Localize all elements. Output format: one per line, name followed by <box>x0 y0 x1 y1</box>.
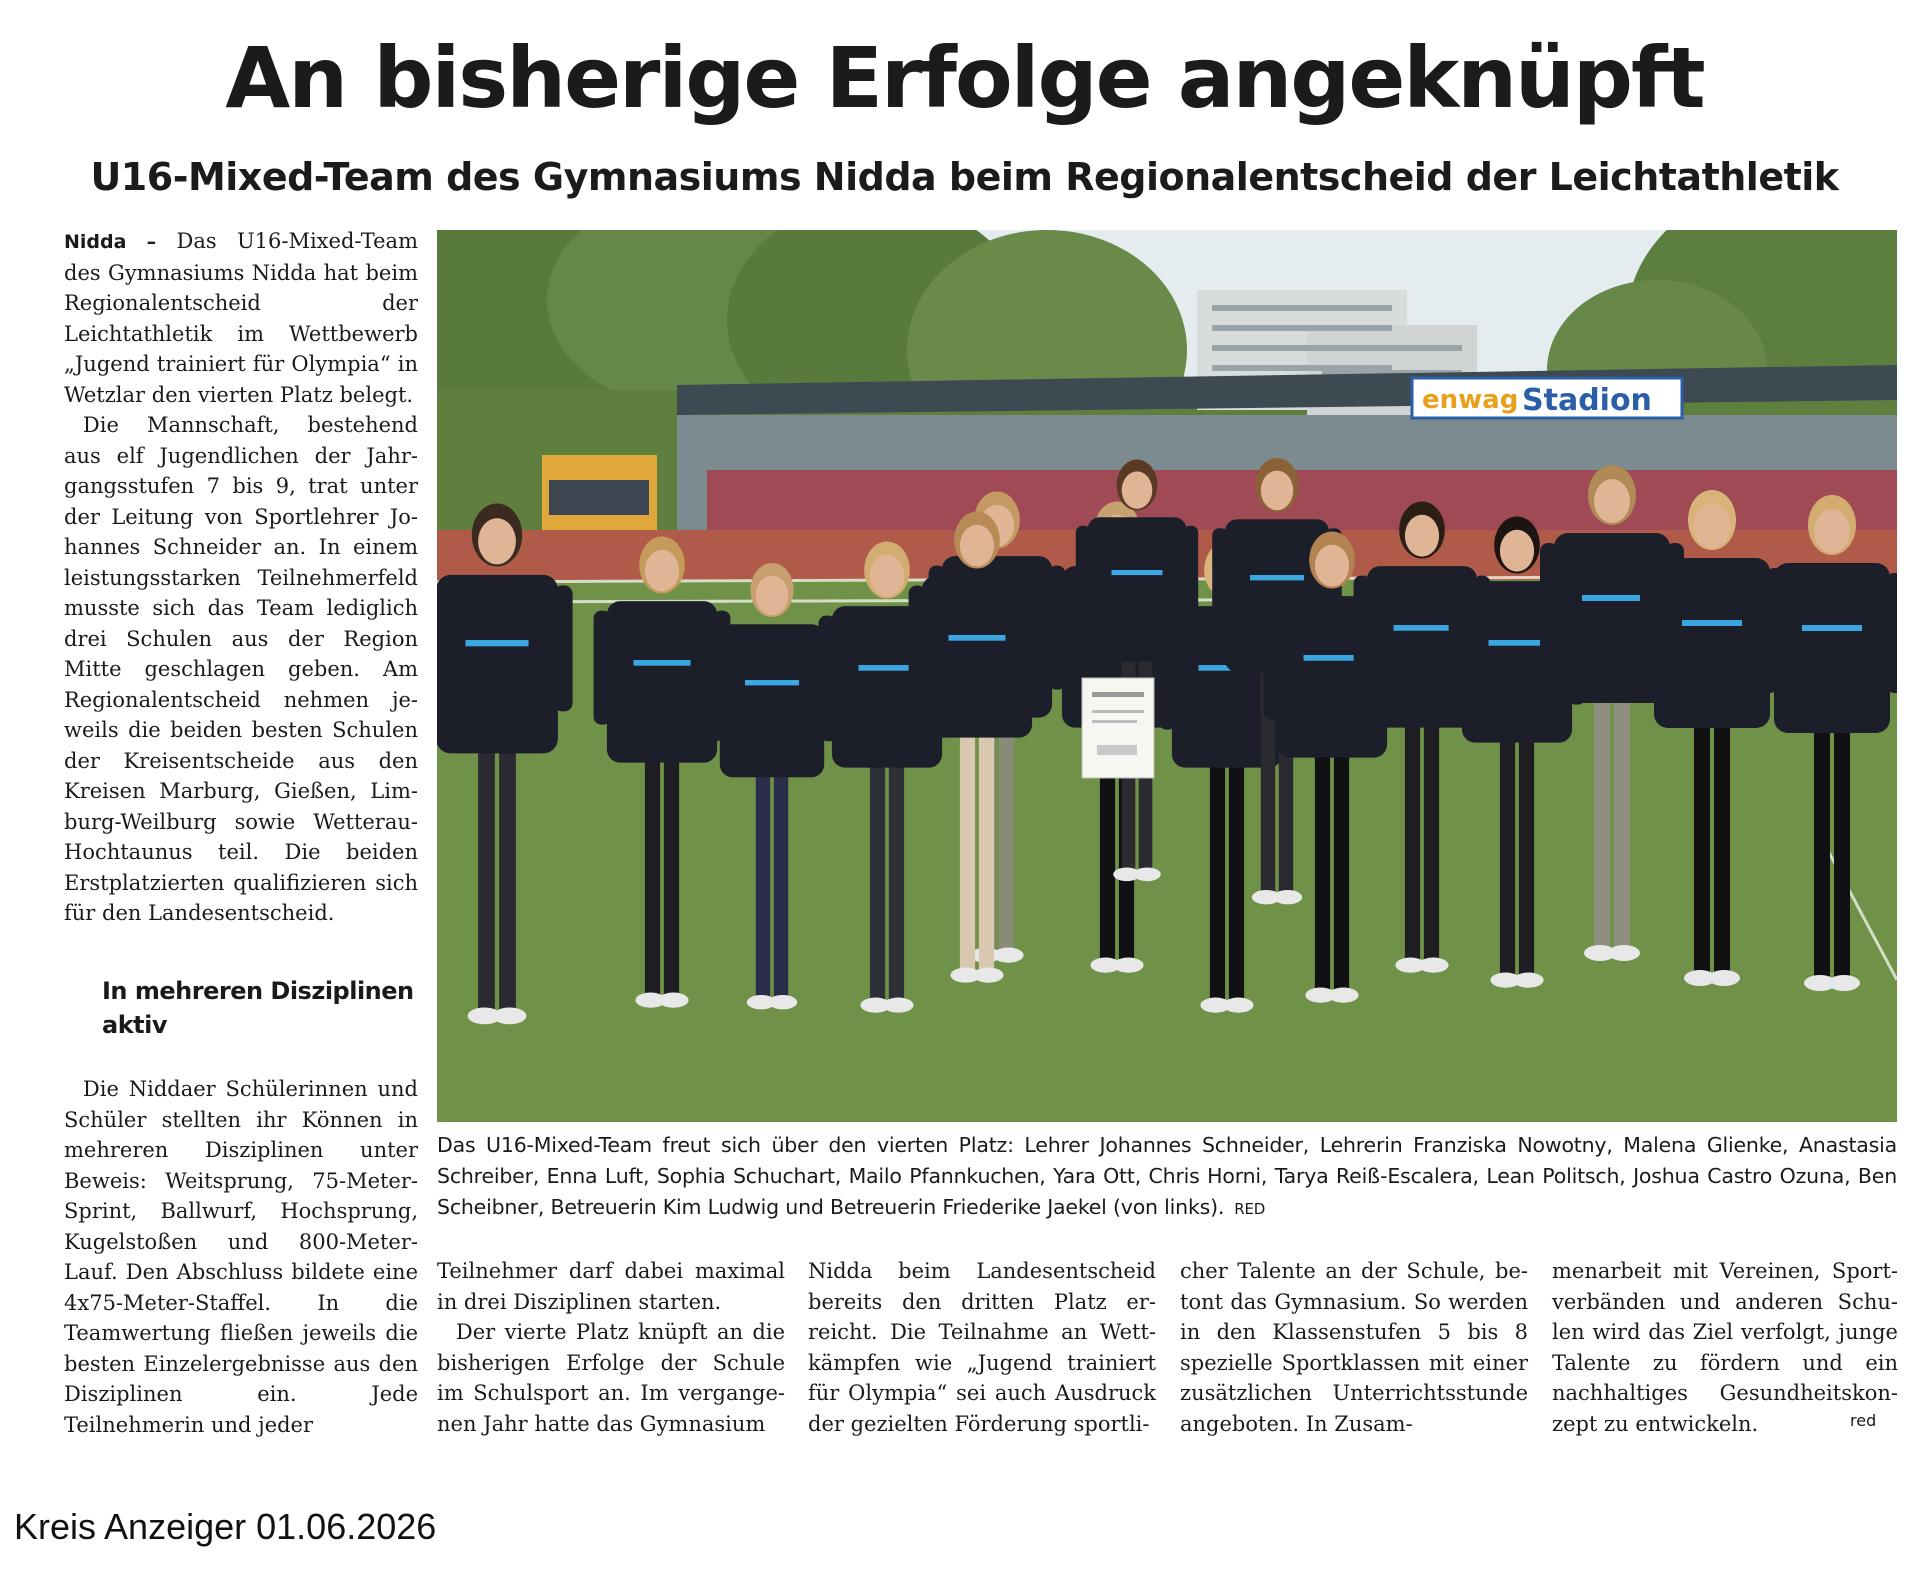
article-column-3 <box>808 1256 1156 1439</box>
photo-caption <box>437 1130 1897 1225</box>
article-column-1-continued <box>64 1074 418 1440</box>
team-photo <box>437 230 1897 1122</box>
article-paragraph: Der vierte Platz knüpft an die bisherigen Erfolge der Schule im Schulsport an. Im vergangenen Jahr hatte das Gymnasium <box>437 1320 785 1436</box>
headline: An bisherige Erfolge angeknüpft <box>225 29 1704 127</box>
article-column-5 <box>1552 1256 1898 1439</box>
article-column-2 <box>437 1256 785 1439</box>
article-paragraph <box>64 226 418 410</box>
stadium-sign-brand: enwag <box>1422 385 1519 415</box>
article-paragraph: Nidda beim Landesentscheid bereits den dritten Platz erreicht. Die Teilnahme an Wettkämpfen wie „Jugend trainiert für Olympia“ sei auch Ausdruck der gezielten Förderung sportli- <box>808 1259 1156 1436</box>
article-paragraph: Teilnehmer darf dabei maximal in drei Disziplinen starten. <box>437 1259 785 1314</box>
article-paragraph: cher Talente an der Schule, betont das Gymnasium. So werden in den Klassenstufen 5 bis 8 spezielle Sportklassen mit einer zusätzlichen Unterrichtsstunde angeboten. In Zusam- <box>1180 1259 1528 1436</box>
article-paragraph: Die Niddaer Schülerinnen und Schüler stellten ihr Können in mehreren Disziplinen unter Beweis: Weitsprung, 75-Meter-Sprint, Ballwurf, Hochsprung, Kugelstoßen und 800-Meter-Lauf. Den Abschluss bildete eine 4x75-Meter-Staffel. In die Teamwertung fließen jeweils die besten Einzelergebnisse aus den Disziplinen ein. Jede Teilnehmerin und jeder <box>64 1077 418 1437</box>
caption-credit: RED <box>1234 1200 1266 1218</box>
source-line: Kreis Anzeiger 01.06.2026 <box>14 1506 437 1547</box>
article-paragraph: menarbeit mit Vereinen, Sportverbänden und anderen Schulen wird das Ziel verfolgt, junge Talente zu fördern und ein nachhaltiges Gesundheitskonzept zu entwickeln. <box>1552 1259 1898 1436</box>
subheadline: U16-Mixed-Team des Gymnasiums Nidda beim Regionalentscheid der Leichtathletik <box>90 155 1839 199</box>
stadium-sign-label: Stadion <box>1522 383 1652 418</box>
article-column-1 <box>64 226 418 929</box>
article-subhead: In mehreren Disziplinen aktiv <box>102 977 414 1039</box>
author-mark: red <box>1850 1411 1877 1430</box>
dateline: Nidda – <box>64 231 157 253</box>
article-text: Das U16-Mixed-Team des Gymnasiums Nidda hat beim Regionalentscheid der Leichtathletik im Wettbewerb „Jugend trainiert für Olympia“ in Wetzlar den vierten Platz belegt. <box>64 229 418 407</box>
caption-text: Das U16-Mixed-Team freut sich über den vierten Platz: Lehrer Johannes Schneider, Lehrerin Franziska Nowotny, Malena Glienke, Anastasia Schreiber, Enna Luft, Sophia Schuchart, Mailo Pfannkuchen, Yara Ott, Chris Horni, Tarya Reiß-Escalera, Lean Politsch, Joshua Castro Ozuna, Ben Scheibner, Betreuerin Kim Ludwig und Betreuerin Friederike Jaekel (von links). <box>437 1133 1897 1219</box>
photo-certificate <box>1082 678 1154 778</box>
article-paragraph: Die Mannschaft, bestehend aus elf Jugendlichen der Jahrgangsstufen 7 bis 9, trat unter der Leitung von Sportlehrer Johannes Schneider an. In einem leistungsstarken Teilnehmerfeld musste sich das Team lediglich drei Schulen aus der Region Mitte geschlagen geben. Am Regionalentscheid nehmen jeweils die beiden besten Schulen der Kreisentscheide aus den Kreisen Marburg, Gießen, Limburg-Weilburg sowie Wetterau-Hochtaunus teil. Die beiden Erstplatzierten qualifizieren sich für den Landesentscheid. <box>64 413 418 925</box>
article-column-4 <box>1180 1256 1528 1439</box>
